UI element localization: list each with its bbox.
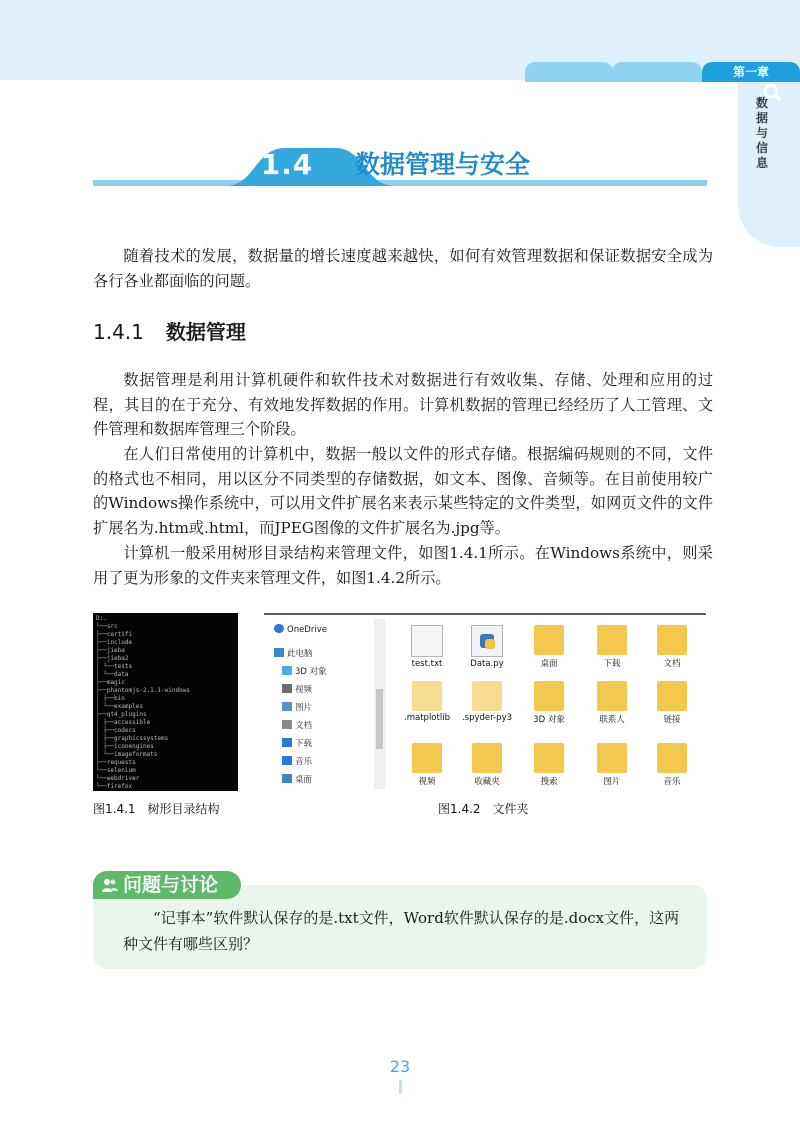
nav-item-pictures[interactable]: 图片 xyxy=(282,701,312,715)
tree-line: │ └──data xyxy=(96,671,129,678)
tree-line: ├──jieba xyxy=(96,647,125,654)
paragraph-3: 计算机一般采用树形目录结构来管理文件，如图1.4.1所示。在Windows系统中，则采用了更为形象的文件夹来管理文件，如图1.4.2所示。 xyxy=(93,544,713,587)
nav-item-documents[interactable]: 文档 xyxy=(282,719,312,733)
subsection-title: 数据管理 xyxy=(165,320,246,344)
folder-icon xyxy=(534,625,564,655)
cube-icon xyxy=(282,666,292,675)
file-item[interactable]: 联系人 xyxy=(582,681,642,725)
people-icon xyxy=(101,877,119,893)
nav-item-3d-objects[interactable]: 3D 对象 xyxy=(282,665,327,679)
folder-icon xyxy=(597,681,627,711)
video-icon xyxy=(282,684,292,693)
paragraph-1: 数据管理是利用计算机硬件和软件技术对数据进行有效收集、存储、处理和应用的过程，其目的在于充分、有效地发挥数据的作用。计算机数据的管理已经经历了人工管理、文件管理和数据库管理三个阶段。 xyxy=(93,371,713,439)
file-item[interactable]: 图片 xyxy=(582,743,642,787)
file-item[interactable]: 文档 xyxy=(642,625,702,669)
subsection-number: 1.4.1 xyxy=(93,320,144,344)
tree-line: │ ├──bin xyxy=(96,695,125,702)
side-label: 数据与信息 xyxy=(756,96,769,170)
cloud-icon xyxy=(274,624,284,633)
discussion-text: “记事本”软件默认保存的是.txt文件，Word软件默认保存的是.docx文件，这两种文件有哪些区别？ xyxy=(123,909,680,953)
chapter-label: 第一章 xyxy=(732,65,769,79)
paragraph-2: 在人们日常使用的计算机中，数据一般以文件的形式存储。根据编码规则的不同，文件的格式也不相同，用以区分不同类型的存储数据，如文本、图像、音频等。在目前使用较广的Windows操作系统中，可以用文件扩展名来表示某些特定的文件类型，如网页文件的文件扩展名为.htm或.html，而JPEG图像的文件扩展名为.jpg等。 xyxy=(93,445,713,537)
page-number-tick xyxy=(399,1080,402,1094)
file-item[interactable]: 搜索 xyxy=(519,743,579,787)
section-title: 数据管理与安全 xyxy=(355,150,531,179)
file-explorer-figure xyxy=(264,613,706,793)
tree-line: ├──phantomjs-2.1.1-windows xyxy=(96,687,190,694)
tree-line: │ └──tests xyxy=(96,663,133,670)
tree-line: │ └──examples xyxy=(96,703,143,710)
folder-icon xyxy=(597,743,627,773)
tree-line: ├──qt4_plugins xyxy=(96,711,147,718)
music-icon xyxy=(282,756,292,765)
nav-item-music[interactable]: 音乐 xyxy=(282,755,312,769)
tree-line: │ ├──accessible xyxy=(96,719,151,726)
picture-icon xyxy=(282,702,292,711)
tree-line: │ ├──codecs xyxy=(96,727,136,734)
explorer-nav-pane xyxy=(264,615,389,793)
text-file-icon xyxy=(411,625,443,657)
file-item[interactable]: 视频 xyxy=(397,743,457,787)
tree-line: ├──requests xyxy=(96,759,136,766)
nav-item-videos[interactable]: 视频 xyxy=(282,683,312,697)
folder-icon xyxy=(657,743,687,773)
folder-icon xyxy=(657,681,687,711)
section-number: 1.4 xyxy=(260,148,314,181)
computer-icon xyxy=(274,648,284,657)
figure1-caption: 图1.4.1 树形目录结构 xyxy=(93,802,220,816)
discussion-tag xyxy=(93,871,241,899)
nav-item-downloads[interactable]: 下载 xyxy=(282,737,312,751)
file-item[interactable]: 音乐 xyxy=(642,743,702,787)
tree-line: └──webdriver xyxy=(96,775,140,782)
file-item[interactable]: .matplotlib xyxy=(397,681,457,723)
intro-paragraph: 随着技术的发展，数据量的增长速度越来越快，如何有效管理数据和保证数据安全成为各行各业都面临的问题。 xyxy=(93,247,713,290)
subsection-heading xyxy=(93,318,246,346)
discussion-tag-label: 问题与讨论 xyxy=(123,874,219,896)
nav-item-onedrive[interactable]: OneDrive xyxy=(274,623,327,637)
tree-line: ├──certifi xyxy=(96,631,133,638)
tab-decor-1 xyxy=(525,62,613,82)
nav-scrollbar[interactable] xyxy=(374,619,385,789)
tree-line: └──src xyxy=(96,623,118,630)
folder-icon xyxy=(534,743,564,773)
scrollbar-thumb[interactable] xyxy=(376,689,383,749)
nav-item-this-pc[interactable]: 此电脑 xyxy=(274,647,313,661)
folder-icon xyxy=(597,625,627,655)
tree-line: D:. xyxy=(96,615,107,622)
file-item[interactable]: 3D 对象 xyxy=(519,681,579,725)
tree-line: │ └──imageformats xyxy=(96,751,158,758)
file-item[interactable]: test.txt xyxy=(397,625,457,669)
download-icon xyxy=(282,738,292,747)
chapter-tab xyxy=(702,62,800,82)
folder-icon xyxy=(472,743,502,773)
folder-icon xyxy=(412,743,442,773)
section-heading xyxy=(93,142,707,190)
file-item[interactable]: 链接 xyxy=(642,681,702,725)
folder-icon xyxy=(657,625,687,655)
tree-line: ├──include xyxy=(96,639,133,646)
desktop-icon xyxy=(282,774,292,783)
file-item[interactable]: .spyder-py3 xyxy=(457,681,517,723)
folder-icon xyxy=(534,681,564,711)
tree-directory-figure xyxy=(93,613,238,791)
document-icon xyxy=(282,720,292,729)
file-item[interactable]: 收藏夹 xyxy=(457,743,517,787)
tree-line: ├──jieba2 xyxy=(96,655,129,662)
file-item[interactable]: Data.py xyxy=(457,625,517,669)
tree-line: └──selenium xyxy=(96,767,136,774)
tree-line: ├──magic xyxy=(96,679,125,686)
figure2-caption: 图1.4.2 文件夹 xyxy=(438,802,529,816)
tree-line: │ ├──graphicssystems xyxy=(96,735,169,742)
folder-icon xyxy=(412,681,442,711)
file-item[interactable]: 下载 xyxy=(582,625,642,669)
tree-line: └──firefox xyxy=(96,783,133,790)
page-number: 23 xyxy=(389,1057,411,1076)
tab-decor-2 xyxy=(612,62,702,82)
tree-line: │ ├──iconengines xyxy=(96,743,154,750)
python-file-icon xyxy=(471,625,503,657)
folder-icon xyxy=(472,681,502,711)
file-item[interactable]: 桌面 xyxy=(519,625,579,669)
nav-item-desktop[interactable]: 桌面 xyxy=(282,773,312,787)
